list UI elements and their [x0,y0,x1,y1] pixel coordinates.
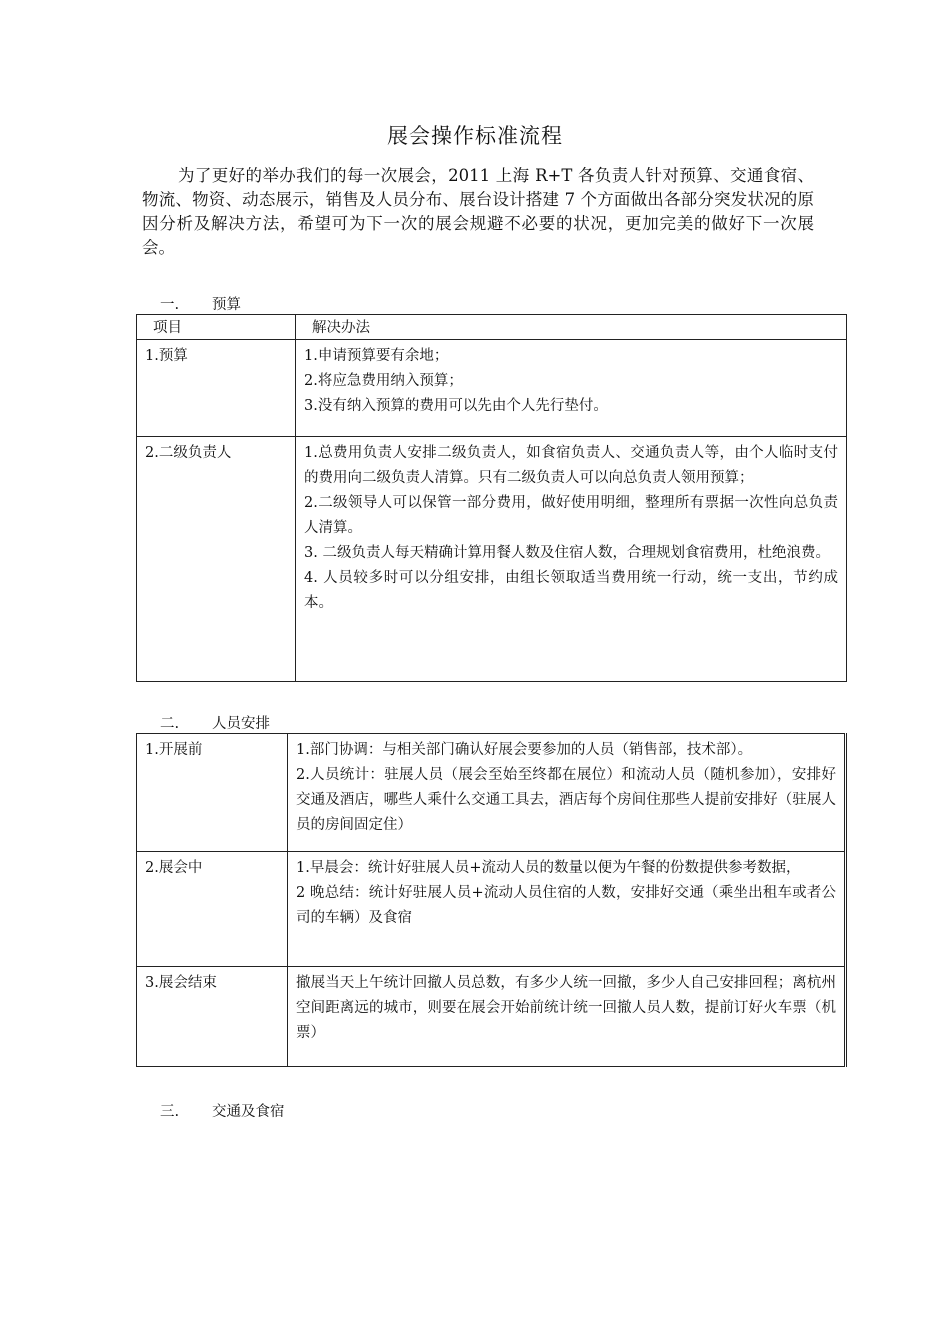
row-item: 1.预算 [137,340,296,437]
table-row [137,437,847,682]
section-title: 交通及食宿 [212,1104,285,1120]
row-item: 1.开展前 [137,734,288,852]
section-number: 三. [160,1104,180,1120]
solution-line: 2.将应急费用纳入预算； [304,373,463,389]
header-item: 项目 [137,315,296,340]
solution-line: 3. 二级负责人每天精确计算用餐人数及住宿人数，合理规划食宿费用，杜绝浪费。 [304,545,830,561]
row-item: 2.二级负责人 [137,437,296,682]
solution-line: 3.没有纳入预算的费用可以先由个人先行垫付。 [304,398,608,414]
page-title: 展会操作标准流程 [387,124,563,148]
solution-line: 1.申请预算要有余地； [304,348,449,364]
solution-line: 1.早晨会：统计好驻展人员+流动人员的数量以便为午餐的份数提供参考数据， [296,860,801,876]
section-title: 人员安排 [212,716,270,732]
solution-line: 4. 人员较多时可以分组安排，由组长领取适当费用统一行动，统一支出，节约成本。 [304,570,838,611]
solution-line: 2 晚总结：统计好驻展人员+流动人员住宿的人数，安排好交通（乘坐出租车或者公司的车辆）及食宿 [296,885,836,926]
solution-line: 2.二级领导人可以保管一部分费用，做好使用明细，整理所有票据一次性向总负责人清算。 [304,495,838,536]
table-row [137,852,846,967]
intro-paragraph: 为了更好的举办我们的每一次展会，2011 上海 R+T 各负责人针对预算、交通食宿、物流、物资、动态展示，销售及人员分布、展台设计搭建 7 个方面做出各部分突发状况的原因分析及解决方法，希望可为下一次的展会规避不必要的状况，更加完美的做好下一次展会。 [142,166,814,257]
header-solution: 解决办法 [296,315,847,340]
budget-table [136,314,847,682]
table-row [137,340,847,437]
solution-line: 撤展当天上午统计回撤人员总数，有多少人统一回撤，多少人自己安排回程；离杭州空间距离远的城市，则要在展会开始前统计统一回撤人员人数，提前订好火车票（机票） [296,975,836,1041]
row-solution [288,967,846,1067]
table-row [137,734,846,852]
solution-line: 1.部门协调：与相关部门确认好展会要参加的人员（销售部，技术部）。 [296,742,753,758]
table-row [137,967,846,1067]
section-heading-budget [160,293,241,314]
table-header-row [137,315,847,340]
section-title: 预算 [212,297,241,313]
row-solution [288,734,846,852]
row-solution [296,437,847,682]
row-item: 3.展会结束 [137,967,288,1067]
row-item: 2.展会中 [137,852,288,967]
solution-line: 2.人员统计：驻展人员（展会至始至终都在展位）和流动人员（随机参加），安排好交通及酒店，哪些人乘什么交通工具去，酒店每个房间住那些人提前安排好（驻展人员的房间固定住） [296,767,836,833]
row-solution [288,852,846,967]
section-heading-transport [160,1100,285,1121]
section-number: 一. [160,297,180,313]
solution-line: 1.总费用负责人安排二级负责人，如食宿负责人、交通负责人等，由个人临时支付的费用向二级负责人清算。只有二级负责人可以向总负责人领用预算； [304,445,838,486]
section-number: 二. [160,716,180,732]
row-solution [296,340,847,437]
staffing-table [136,733,847,1067]
section-heading-staffing [160,712,270,733]
